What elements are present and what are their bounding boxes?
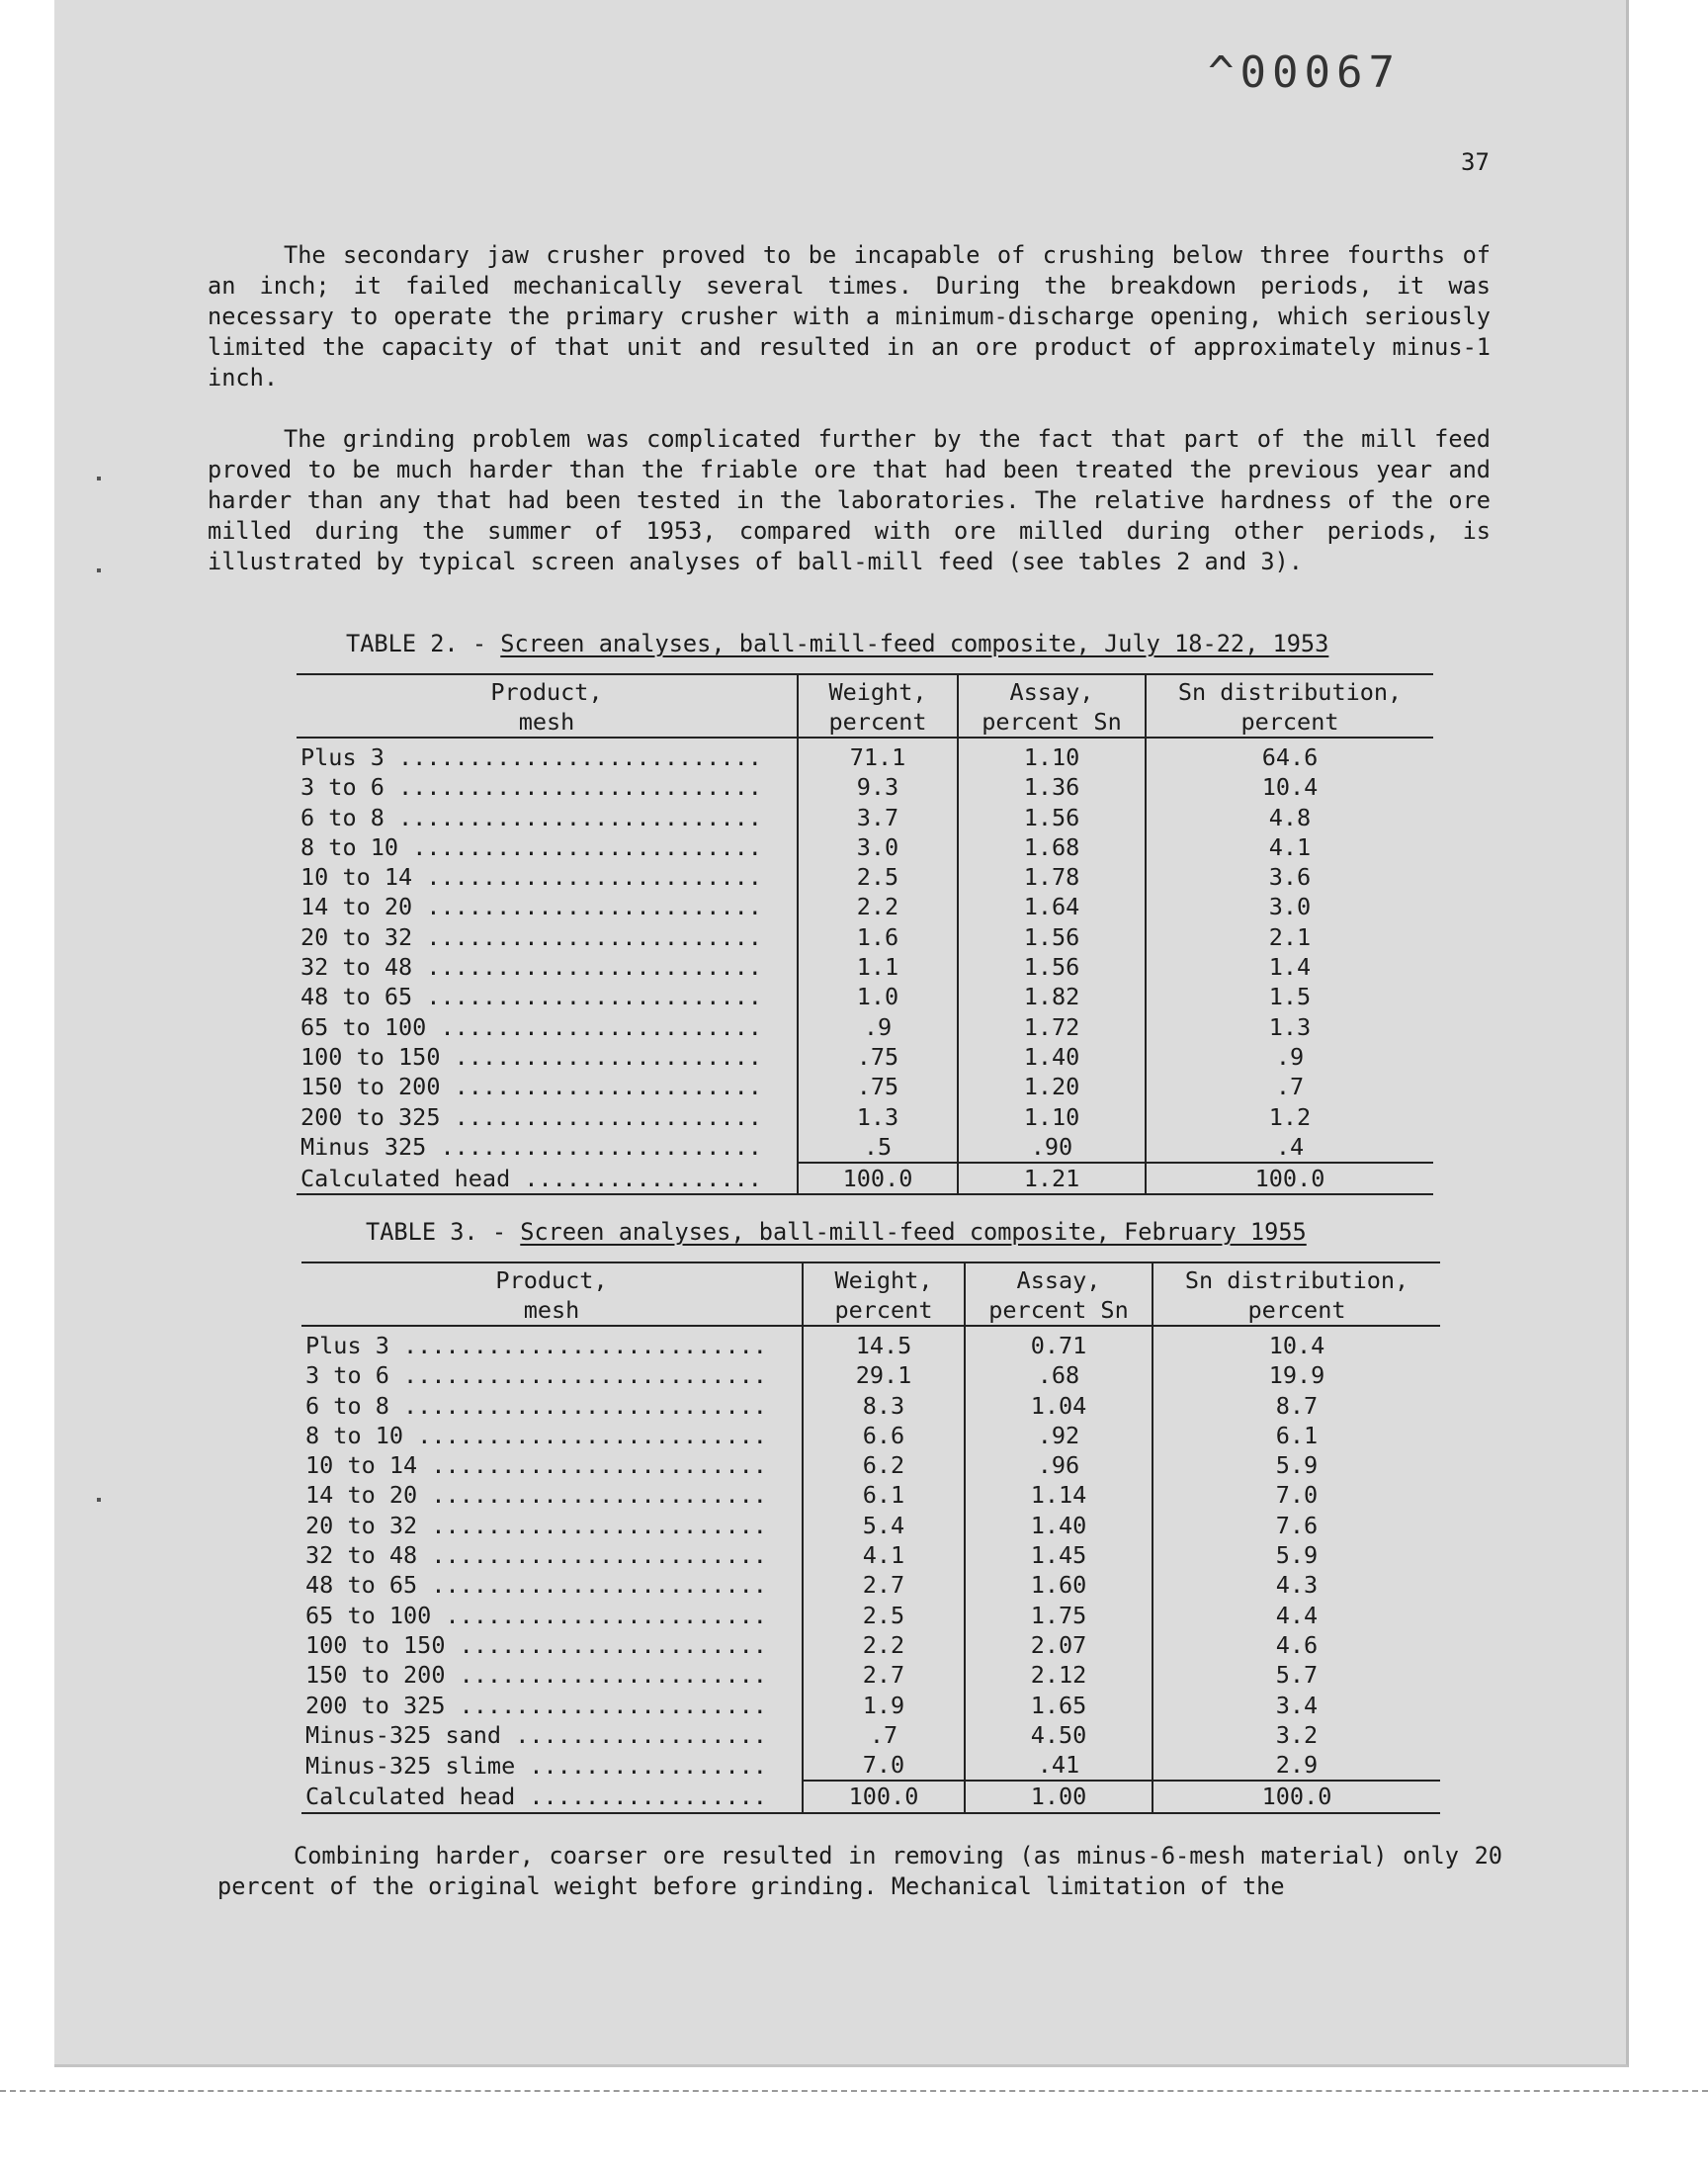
row-weight: 8.3 [803, 1391, 965, 1421]
row-assay: 1.20 [958, 1072, 1146, 1101]
row-assay: 1.00 [965, 1781, 1153, 1812]
row-assay: 1.40 [965, 1511, 1153, 1540]
row-distribution: 2.1 [1146, 922, 1433, 952]
row-assay: 1.64 [958, 892, 1146, 921]
row-distribution: .7 [1146, 1072, 1433, 1101]
row-assay: 0.71 [965, 1326, 1153, 1360]
row-product: 150 to 200 [305, 1661, 446, 1690]
row-product: 3 to 6 [300, 773, 384, 802]
row-distribution: 3.0 [1146, 892, 1433, 921]
row-assay: .92 [965, 1421, 1153, 1450]
table-row [301, 1360, 1440, 1390]
table2-label: TABLE 2. - [346, 630, 487, 657]
table2-caption [346, 630, 1328, 657]
dot-leader: ........................ [412, 983, 762, 1011]
row-product: 10 to 14 [305, 1451, 418, 1480]
row-weight: .75 [798, 1072, 958, 1101]
dot-leader: ................. [515, 1751, 767, 1780]
row-assay: 1.78 [958, 862, 1146, 892]
page-number: 37 [1461, 148, 1490, 176]
table-row [297, 772, 1433, 802]
row-weight: .7 [803, 1720, 965, 1750]
table-row [297, 1012, 1433, 1042]
row-assay: 1.36 [958, 772, 1146, 802]
row-product: 65 to 100 [300, 1012, 427, 1041]
row-product: 20 to 32 [300, 922, 413, 951]
row-distribution: 4.4 [1153, 1601, 1440, 1630]
row-assay: 1.10 [958, 738, 1146, 772]
row-weight: 1.0 [798, 982, 958, 1011]
row-product: Minus 325 [300, 1133, 427, 1162]
row-distribution: 3.6 [1146, 862, 1433, 892]
row-distribution: 1.2 [1146, 1102, 1433, 1132]
row-assay: .68 [965, 1360, 1153, 1390]
table-row [297, 1042, 1433, 1072]
paragraph-combining-harder: Combining harder, coarser ore resulted in removing (as minus-6-mesh material) only 20 percent of the original weight before grinding. Mechanical limitation of the [217, 1842, 1502, 1900]
document-stamp-number: ^00067 [1208, 47, 1401, 98]
table-row [297, 803, 1433, 832]
row-assay: 1.40 [958, 1042, 1146, 1072]
row-assay: 1.65 [965, 1691, 1153, 1720]
row-product: 200 to 325 [300, 1102, 441, 1131]
row-product: 3 to 6 [305, 1361, 389, 1390]
dot-leader: ................. [510, 1164, 762, 1192]
row-weight: 1.6 [798, 922, 958, 952]
row-weight: 4.1 [803, 1540, 965, 1570]
row-assay: 2.12 [965, 1660, 1153, 1690]
row-product: 48 to 65 [305, 1571, 418, 1600]
margin-mark [97, 1498, 101, 1502]
dot-leader: ........................ [417, 1571, 767, 1600]
row-distribution: 8.7 [1153, 1391, 1440, 1421]
row-distribution: 100.0 [1153, 1781, 1440, 1812]
row-assay: 1.45 [965, 1540, 1153, 1570]
dot-leader: ...................... [440, 1073, 762, 1101]
row-weight: 6.1 [803, 1480, 965, 1510]
row-product: 8 to 10 [300, 832, 399, 861]
row-distribution: 19.9 [1153, 1360, 1440, 1390]
table3-header-row [301, 1262, 1440, 1326]
row-weight: 29.1 [803, 1360, 965, 1390]
row-distribution: .4 [1146, 1132, 1433, 1163]
row-distribution: 1.3 [1146, 1012, 1433, 1042]
row-product: 150 to 200 [300, 1073, 441, 1101]
row-assay: 1.04 [965, 1391, 1153, 1421]
row-product: 200 to 325 [305, 1691, 446, 1719]
row-assay: 1.56 [958, 803, 1146, 832]
dot-leader: ........................ [417, 1511, 767, 1539]
table2-header-assay: Assay, percent Sn [958, 674, 1146, 738]
row-weight: .9 [798, 1012, 958, 1042]
row-product: Plus 3 [300, 743, 384, 771]
row-assay: .96 [965, 1450, 1153, 1480]
row-weight: 1.1 [798, 952, 958, 982]
row-product: 32 to 48 [305, 1541, 418, 1570]
table-row [297, 922, 1433, 952]
row-product: 32 to 48 [300, 953, 413, 982]
row-weight: 3.0 [798, 832, 958, 862]
dot-leader: ......................... [398, 832, 762, 861]
margin-mark [97, 477, 101, 480]
table2-header-weight: Weight, percent [798, 674, 958, 738]
row-product: 6 to 8 [300, 803, 384, 831]
row-assay: 1.82 [958, 982, 1146, 1011]
row-assay: .41 [965, 1750, 1153, 1781]
table-row [301, 1326, 1440, 1360]
row-distribution: 64.6 [1146, 738, 1433, 772]
dot-leader: ....................... [426, 1133, 762, 1162]
table-row [297, 1102, 1433, 1132]
table-row [297, 1072, 1433, 1101]
table-row [301, 1450, 1440, 1480]
table-row [297, 982, 1433, 1011]
paragraph-grinding-problem: The grinding problem was complicated further by the fact that part of the mill feed proved to be much harder than the friable ore that had been treated the previous year and harder than any that had been tested in the laboratories. The relative hardness of the ore milled during the summer of 1953, compared with ore milled during other periods, is illustrated by typical screen analyses of ball-mill feed (see tables 2 and 3). [208, 425, 1491, 575]
row-weight: 100.0 [798, 1163, 958, 1194]
row-distribution: 5.9 [1153, 1450, 1440, 1480]
dot-leader: .......................... [388, 1361, 767, 1390]
row-product: 14 to 20 [305, 1481, 418, 1510]
row-product: Minus-325 slime [305, 1751, 516, 1780]
dot-leader: ........................ [412, 953, 762, 982]
table3-header-distribution: Sn distribution, percent [1153, 1262, 1440, 1326]
table3-label: TABLE 3. - [366, 1218, 507, 1246]
row-distribution: 7.0 [1153, 1480, 1440, 1510]
table3-total-row [301, 1781, 1440, 1812]
row-weight: 1.9 [803, 1691, 965, 1720]
row-weight: 3.7 [798, 803, 958, 832]
dot-leader: ........................ [412, 922, 762, 951]
row-weight: 14.5 [803, 1326, 965, 1360]
dot-leader: .......................... [388, 1391, 767, 1420]
row-weight: .5 [798, 1132, 958, 1163]
row-assay: 1.56 [958, 922, 1146, 952]
dot-leader: ................. [515, 1782, 767, 1810]
row-weight: 6.6 [803, 1421, 965, 1450]
row-distribution: 10.4 [1146, 772, 1433, 802]
row-assay: .90 [958, 1132, 1146, 1163]
row-distribution: 5.9 [1153, 1540, 1440, 1570]
row-assay: 1.14 [965, 1480, 1153, 1510]
row-assay: 1.21 [958, 1163, 1146, 1194]
dot-leader: ........................ [417, 1481, 767, 1510]
row-distribution: 3.2 [1153, 1720, 1440, 1750]
table-row [297, 1132, 1433, 1163]
row-assay: 1.60 [965, 1570, 1153, 1600]
row-distribution: .9 [1146, 1042, 1433, 1072]
dot-leader: .......................... [388, 1332, 767, 1359]
table-row [301, 1720, 1440, 1750]
row-product: 65 to 100 [305, 1601, 432, 1629]
row-distribution: 3.4 [1153, 1691, 1440, 1720]
row-product: Plus 3 [305, 1332, 389, 1359]
table2-header-product: Product, mesh [297, 674, 798, 738]
row-weight: 7.0 [803, 1750, 965, 1781]
paragraph-jaw-crusher: The secondary jaw crusher proved to be incapable of crushing below three fourths of an inch; it failed mechanically several times. During the breakdown periods, it was necessary to operate the primary crusher with a minimum-discharge opening, which seriously limited the capacity of that unit and resulted in an ore product of approximately minus-1 inch. [208, 241, 1491, 392]
table-row [297, 952, 1433, 982]
row-distribution: 5.7 [1153, 1660, 1440, 1690]
dot-leader: ...................... [445, 1630, 767, 1659]
row-product: 8 to 10 [305, 1421, 404, 1449]
row-weight: 2.5 [803, 1601, 965, 1630]
row-assay: 1.68 [958, 832, 1146, 862]
row-product: 14 to 20 [300, 893, 413, 921]
row-assay: 1.10 [958, 1102, 1146, 1132]
dot-leader: ........................ [417, 1451, 767, 1480]
row-product: Minus-325 sand [305, 1720, 502, 1749]
row-weight: 9.3 [798, 772, 958, 802]
row-distribution: 6.1 [1153, 1421, 1440, 1450]
table-row [301, 1691, 1440, 1720]
table-row [297, 862, 1433, 892]
scan-edge-divider [0, 2090, 1708, 2092]
dot-leader: ...................... [445, 1691, 767, 1719]
table-row [301, 1601, 1440, 1630]
table-row [297, 892, 1433, 921]
table-row [301, 1660, 1440, 1690]
dot-leader: ...................... [445, 1661, 767, 1690]
row-product: 6 to 8 [305, 1391, 389, 1420]
row-distribution: 1.4 [1146, 952, 1433, 982]
row-weight: 2.7 [803, 1570, 965, 1600]
dot-leader: ......................... [403, 1421, 767, 1449]
row-distribution: 4.1 [1146, 832, 1433, 862]
row-weight: 71.1 [798, 738, 958, 772]
row-distribution: 7.6 [1153, 1511, 1440, 1540]
table-row [297, 738, 1433, 772]
dot-leader: ...................... [440, 1042, 762, 1071]
dot-leader: ........................ [412, 863, 762, 892]
row-product: 20 to 32 [305, 1511, 418, 1539]
row-distribution: 4.6 [1153, 1630, 1440, 1660]
table-row [301, 1480, 1440, 1510]
dot-leader: ....................... [426, 1012, 762, 1041]
row-weight: 2.2 [803, 1630, 965, 1660]
row-weight: 2.2 [798, 892, 958, 921]
table3-header-weight: Weight, percent [803, 1262, 965, 1326]
row-weight: 1.3 [798, 1102, 958, 1132]
row-product: 100 to 150 [300, 1042, 441, 1071]
table-row [301, 1540, 1440, 1570]
dot-leader: ........................ [417, 1541, 767, 1570]
table-row [301, 1630, 1440, 1660]
table3 [301, 1262, 1440, 1814]
row-weight: 6.2 [803, 1450, 965, 1480]
row-assay: 2.07 [965, 1630, 1153, 1660]
table-row [297, 832, 1433, 862]
table-row [301, 1421, 1440, 1450]
row-distribution: 4.8 [1146, 803, 1433, 832]
row-distribution: 1.5 [1146, 982, 1433, 1011]
table2-title: Screen analyses, ball-mill-feed composite, July 18-22, 1953 [500, 630, 1329, 657]
row-product: 100 to 150 [305, 1630, 446, 1659]
table3-header-assay: Assay, percent Sn [965, 1262, 1153, 1326]
row-distribution: 4.3 [1153, 1570, 1440, 1600]
row-product: 10 to 14 [300, 863, 413, 892]
row-product: Calculated head [300, 1164, 511, 1192]
row-assay: 1.56 [958, 952, 1146, 982]
row-distribution: 10.4 [1153, 1326, 1440, 1360]
row-weight: 2.5 [798, 862, 958, 892]
row-weight: 5.4 [803, 1511, 965, 1540]
dot-leader: .................. [501, 1720, 767, 1749]
row-product: 48 to 65 [300, 983, 413, 1011]
table-row [301, 1511, 1440, 1540]
table-row [301, 1391, 1440, 1421]
table-row [301, 1750, 1440, 1781]
row-distribution: 2.9 [1153, 1750, 1440, 1781]
row-weight: .75 [798, 1042, 958, 1072]
dot-leader: .......................... [384, 773, 762, 802]
table3-caption [366, 1218, 1307, 1246]
table2-header-distribution: Sn distribution, percent [1146, 674, 1433, 738]
dot-leader: .......................... [384, 743, 762, 771]
table2-header-row [297, 674, 1433, 738]
row-weight: 100.0 [803, 1781, 965, 1812]
margin-mark [97, 568, 101, 572]
dot-leader: ........................ [412, 893, 762, 921]
row-assay: 4.50 [965, 1720, 1153, 1750]
row-distribution: 100.0 [1146, 1163, 1433, 1194]
row-weight: 2.7 [803, 1660, 965, 1690]
dot-leader: ....................... [431, 1601, 767, 1629]
row-assay: 1.72 [958, 1012, 1146, 1042]
table3-header-product: Product, mesh [301, 1262, 803, 1326]
table2-total-row [297, 1163, 1433, 1194]
table2 [297, 673, 1433, 1195]
table3-title: Screen analyses, ball-mill-feed composite, February 1955 [520, 1218, 1307, 1246]
table-row [301, 1570, 1440, 1600]
dot-leader: .......................... [384, 803, 762, 831]
row-product: Calculated head [305, 1782, 516, 1810]
dot-leader: ...................... [440, 1102, 762, 1131]
row-assay: 1.75 [965, 1601, 1153, 1630]
